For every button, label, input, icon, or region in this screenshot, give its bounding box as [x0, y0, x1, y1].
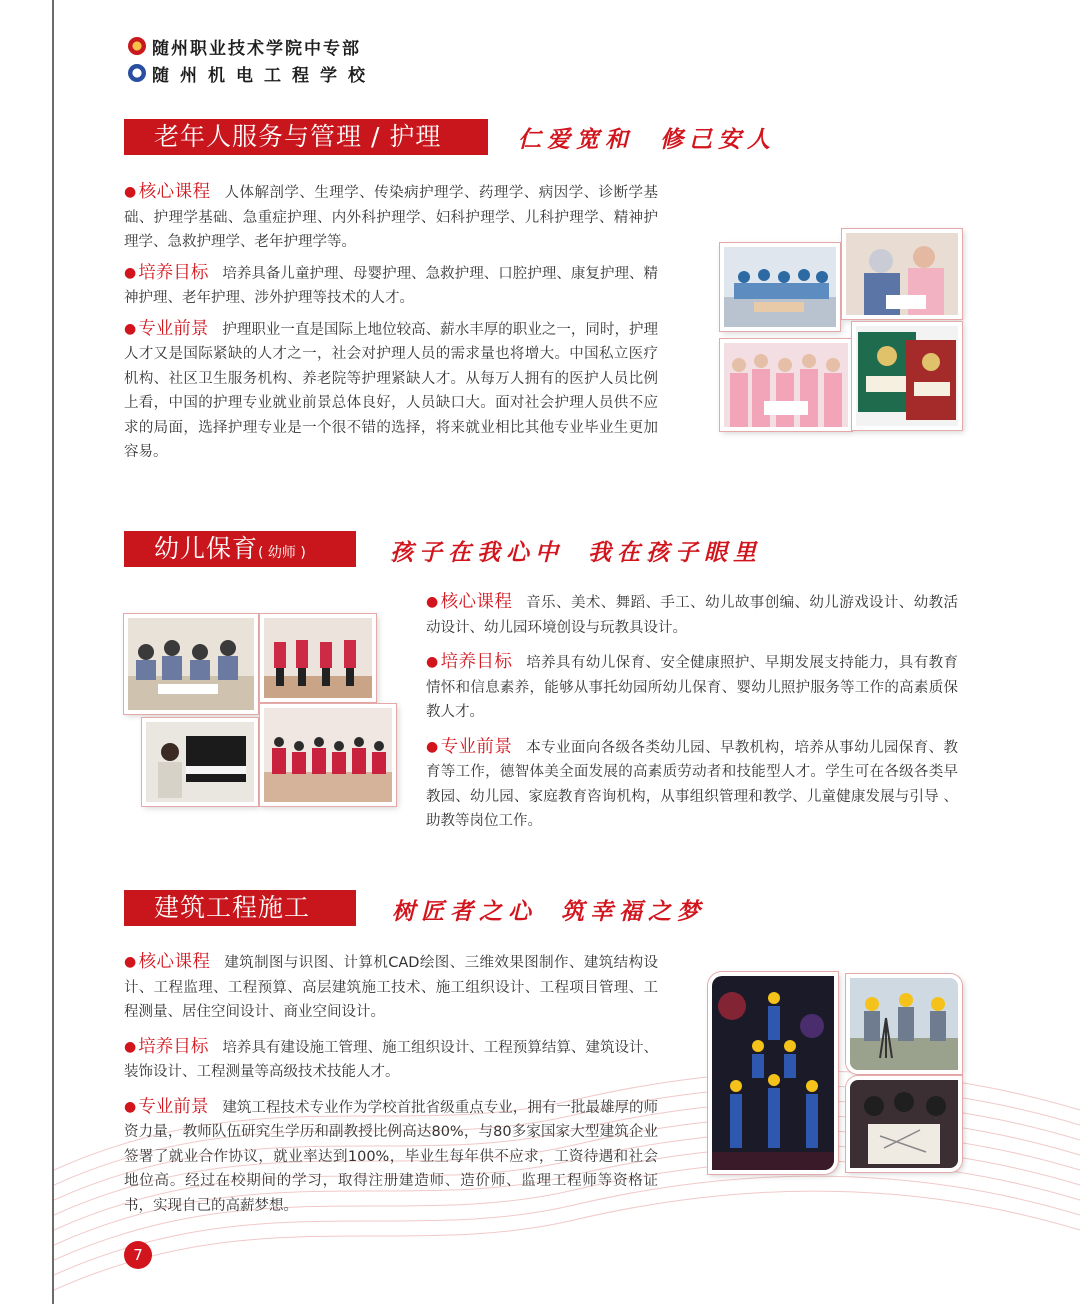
section-body-childcare: [426, 590, 958, 840]
bullet-icon: ●: [124, 1038, 137, 1055]
item-label: 培养目标: [138, 262, 209, 283]
school-emblem-icon: [128, 64, 146, 82]
logo-row-1: [128, 34, 376, 58]
paragraph-core-courses: [426, 590, 958, 640]
logo-row-2: [128, 61, 376, 85]
section-title-nursing: [124, 119, 488, 155]
item-label: 培养目标: [440, 652, 513, 672]
item-label: 核心课程: [440, 592, 513, 612]
slogan-part-1: 仁爱宽和: [518, 126, 634, 153]
item-text: 本专业面向各级各类幼儿园、早教机构，培养从事幼儿园保育、教育等工作，德智体美全面发展的高素质劳动者和技能型人才。学生可在各级各类早教园、幼儿园、家庭教育咨询机构，从事组织管理和教学、儿童健康发展与引导 、助教等岗位工作。: [426, 739, 959, 829]
paragraph-training-goal: [426, 650, 958, 725]
section-title-construction: [124, 890, 356, 926]
item-label: 专业前景: [138, 318, 209, 339]
item-label: 专业前景: [138, 1096, 209, 1117]
photo-drafting-class: [846, 1076, 962, 1172]
slogan-part-2: 我在孩子眼里: [588, 539, 762, 566]
paragraph-training-goal: [124, 1035, 658, 1085]
bullet-icon: ●: [124, 1098, 137, 1115]
slogan-part-1: 树匠者之心: [392, 898, 537, 925]
bullet-icon: ●: [426, 654, 439, 670]
slogan-part-2: 筑幸福之梦: [561, 898, 706, 925]
section-body-nursing: [124, 180, 658, 471]
slogan-childcare: [390, 534, 762, 567]
slogan-part-2: 修己安人: [660, 126, 776, 153]
item-label: 核心课程: [138, 182, 211, 202]
paragraph-prospects: [124, 317, 658, 465]
item-text: 人体解剖学、生理学、传染病护理学、药理学、病因学、诊断学基础、护理学基础、急重症护理、内外科护理学、妇科护理学、儿科护理学、精神护理学、急救护理学、老年护理学等。: [124, 185, 659, 250]
school-emblem-icon: [128, 37, 146, 55]
photo-craft-class: [124, 614, 258, 714]
section-title-text: 老年人服务与管理 / 护理: [154, 122, 442, 151]
photo-construction-performance: [708, 972, 838, 1174]
photo-surveying-practice: [846, 974, 962, 1074]
school-name-1: 随州职业技术学院中专部: [152, 38, 361, 59]
item-text: 培养具有幼儿保育、安全健康照护、早期发展支持能力，具有教育情怀和信息素养，能够从事托幼园所幼儿保育、婴幼儿照护服务等工作的高素质保教人才。: [426, 655, 959, 720]
section-title-text: 建筑工程施工: [154, 893, 311, 922]
bullet-icon: ●: [124, 954, 137, 970]
photo-elderly-care: [842, 229, 962, 319]
slogan-nursing: [518, 121, 776, 154]
item-text: 音乐、美术、舞蹈、手工、幼儿故事创编、幼儿游戏设计、幼教活动设计、幼儿园环境创设与玩教具设计。: [426, 595, 959, 636]
slogan-part-1: 孩子在我心中: [390, 539, 564, 566]
paragraph-prospects: [426, 735, 958, 834]
paragraph-prospects: [124, 1095, 658, 1219]
item-label: 培养目标: [138, 1036, 209, 1057]
photo-dance-practice: [260, 614, 376, 702]
item-text: 培养具备儿童护理、母婴护理、急救护理、口腔护理、康复护理、精神护理、老年护理、涉外护理等技术的人才。: [124, 265, 659, 306]
paragraph-core-courses: [124, 950, 658, 1025]
section-body-construction: [124, 950, 658, 1224]
section-title-note: ( 幼师 ): [258, 545, 306, 561]
bullet-icon: ●: [426, 738, 439, 755]
bullet-icon: ●: [124, 184, 137, 200]
section-title-childcare: [124, 531, 356, 567]
bullet-icon: ●: [124, 264, 137, 281]
section-title-text: 幼儿保育: [154, 534, 259, 563]
slogan-construction: [392, 893, 706, 926]
photo-nursing-students: [720, 339, 852, 431]
photo-piano-lesson: [142, 718, 258, 806]
bullet-icon: ●: [426, 594, 439, 610]
paragraph-training-goal: [124, 261, 658, 311]
item-text: 培养具有建设施工管理、施工组织设计、工程预算结算、建筑设计、装饰设计、工程测量等高级技术技能人才。: [124, 1039, 659, 1080]
photo-certificates: [852, 322, 962, 430]
header-logo: [128, 34, 376, 88]
paragraph-core-courses: [124, 180, 658, 255]
photo-nursing-classroom: [720, 243, 840, 331]
bullet-icon: ●: [124, 320, 137, 337]
page-number: 7: [124, 1241, 152, 1269]
photo-dance-group: [260, 704, 396, 806]
item-label: 核心课程: [138, 952, 211, 972]
item-text: 建筑工程技术专业作为学校首批省级重点专业，拥有一批最雄厚的师资力量，教师队伍研究生学历和副教授比例高达80%，与80多家国家大型建筑企业签署了就业合作协议，就业率达到100%，毕业生每年供不应求，工资待遇和社会地位高。经过在校期间的学习，取得注册建造师、造价师、监理工程师等资格证书，实现自己的高薪梦想。: [124, 1099, 659, 1214]
school-name-2: 随州机电工程学校: [152, 65, 376, 86]
item-text: 护理职业一直是国际上地位较高、薪水丰厚的职业之一，同时，护理人才又是国际紧缺的人才之一，社会对护理人员的需求量也将增大。中国私立医疗机构、社区卫生服务机构、养老院等护理紧缺人才。从每万人拥有的医护人员比例上看，中国的护理专业就业前景总体良好，人员缺口大。面对社会护理人员供不应求的局面，选择护理专业是一个很不错的选择，将来就业相比其他专业毕业生更加容易。: [124, 321, 659, 460]
item-label: 专业前景: [440, 736, 513, 757]
item-text: 建筑制图与识图、计算机CAD绘图、三维效果图制作、建筑结构设计、工程监理、工程预算、高层建筑施工技术、施工组织设计、工程项目管理、工程测量、居住空间设计、商业空间设计。: [124, 955, 658, 1020]
